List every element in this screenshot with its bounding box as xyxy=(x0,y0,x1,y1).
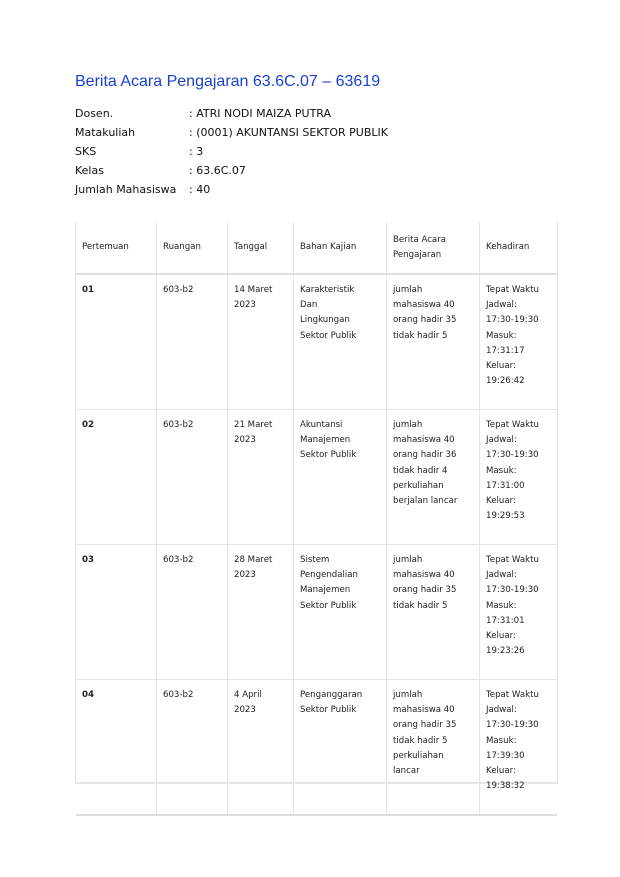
cell-line: Dan xyxy=(300,300,318,311)
cell-line: Akuntansi xyxy=(300,420,343,430)
cell-tanggal xyxy=(228,410,294,545)
cell-line: Keluar: xyxy=(486,631,516,642)
info-label: Dosen. xyxy=(75,107,114,120)
cell-line: berjalan lancar xyxy=(393,496,458,507)
cell-line: 2023 xyxy=(234,300,256,311)
info-label: Jumlah Mahasiswa xyxy=(75,183,177,196)
cell-line: orang hadir 35 xyxy=(393,585,457,596)
cell-line: perkuliahan xyxy=(393,480,444,491)
table-row xyxy=(76,274,557,410)
cell-ruangan: 603-b2 xyxy=(157,545,228,680)
cell-line: Penganggaran xyxy=(300,690,363,700)
cell-line: Sektor Publik xyxy=(300,600,357,611)
cell-ruangan: 603-b2 xyxy=(157,410,228,545)
info-row-jumlah-mahasiswa xyxy=(75,180,388,199)
cell-line: 14 Maret xyxy=(234,285,273,295)
cell-berita xyxy=(387,545,480,680)
cell-line: Manajemen xyxy=(300,435,351,446)
cell-line: 17:31:01 xyxy=(486,615,525,626)
attendance-table xyxy=(76,222,557,816)
header-pertemuan: Pertemuan xyxy=(76,222,157,274)
table-row xyxy=(76,410,557,545)
cell-line: 17:31:00 xyxy=(486,480,525,491)
cell-line: jumlah xyxy=(393,555,423,565)
header-berita-line1: Berita Acara xyxy=(393,234,446,245)
cell-line: Masuk: xyxy=(486,600,517,611)
cell-bahan xyxy=(294,545,387,680)
cell-kehadiran xyxy=(480,274,558,410)
cell-line: 2023 xyxy=(234,435,256,446)
cell-ruangan: 603-b2 xyxy=(157,274,228,410)
header-kehadiran: Kehadiran xyxy=(480,222,558,274)
info-row-sks xyxy=(75,142,388,161)
cell-line: 21 Maret xyxy=(234,420,273,430)
cell-line: Jadwal: xyxy=(486,570,517,581)
cell-kehadiran xyxy=(480,680,558,816)
table-row xyxy=(76,545,557,680)
cell-line: jumlah xyxy=(393,420,423,430)
cell-berita xyxy=(387,680,480,816)
cell-line: jumlah xyxy=(393,285,423,295)
cell-line: 19:38:32 xyxy=(486,781,525,792)
cell-line: Pengendalian xyxy=(300,570,359,581)
cell-line: Tepat Waktu xyxy=(486,555,539,565)
cell-line: Manajemen xyxy=(300,585,351,596)
cell-pertemuan: 04 xyxy=(76,680,157,816)
cell-line: 28 Maret xyxy=(234,555,273,565)
cell-line: mahasiswa 40 xyxy=(393,300,455,311)
page-title: Berita Acara Pengajaran 63.6C.07 – 63619 xyxy=(75,73,381,90)
cell-bahan xyxy=(294,680,387,816)
cell-pertemuan: 02 xyxy=(76,410,157,545)
cell-line: Tepat Waktu xyxy=(486,285,539,295)
cell-line: Keluar: xyxy=(486,766,516,777)
cell-line: Jadwal: xyxy=(486,705,517,716)
info-label: Kelas xyxy=(75,164,104,177)
cell-line: Sektor Publik xyxy=(300,705,357,716)
cell-line: Sektor Publik xyxy=(300,450,357,461)
cell-line: lancar xyxy=(393,766,420,777)
cell-line: 19:26:42 xyxy=(486,376,525,387)
info-label: SKS xyxy=(75,145,97,158)
info-value: : (0001) AKUNTANSI SEKTOR PUBLIK xyxy=(189,126,388,139)
info-row-dosen xyxy=(75,104,388,123)
cell-ruangan: 603-b2 xyxy=(157,680,228,816)
info-value: : ATRI NODI MAIZA PUTRA xyxy=(189,107,332,120)
cell-line: Keluar: xyxy=(486,361,516,372)
cell-line: orang hadir 35 xyxy=(393,315,457,326)
cell-line: 17:30-19:30 xyxy=(486,315,539,326)
cell-line: Jadwal: xyxy=(486,435,517,446)
cell-line: mahasiswa 40 xyxy=(393,570,455,581)
cell-line: Sektor Publik xyxy=(300,330,357,341)
cell-line: mahasiswa 40 xyxy=(393,435,455,446)
cell-berita xyxy=(387,274,480,410)
attendance-table-container xyxy=(75,222,558,792)
cell-line: 4 April xyxy=(234,690,262,700)
cell-pertemuan: 01 xyxy=(76,274,157,410)
cell-line: 17:39:30 xyxy=(486,750,525,761)
cell-line: Masuk: xyxy=(486,465,517,476)
cell-pertemuan: 03 xyxy=(76,545,157,680)
header-tanggal: Tanggal xyxy=(228,222,294,274)
cell-line: Sistem xyxy=(300,555,330,565)
cell-line: 17:30-19:30 xyxy=(486,585,539,596)
cell-tanggal xyxy=(228,680,294,816)
cell-line: Masuk: xyxy=(486,330,517,341)
cell-line: Keluar: xyxy=(486,496,516,507)
cell-berita xyxy=(387,410,480,545)
table-row xyxy=(76,680,557,816)
cell-line: Lingkungan xyxy=(300,315,350,326)
cell-line: Masuk: xyxy=(486,735,517,746)
cell-line: 19:23:26 xyxy=(486,646,525,657)
cell-bahan xyxy=(294,410,387,545)
cell-line: 19:29:53 xyxy=(486,511,525,522)
info-row-kelas xyxy=(75,161,388,180)
cell-kehadiran xyxy=(480,410,558,545)
cell-tanggal xyxy=(228,545,294,680)
cell-line: orang hadir 35 xyxy=(393,720,457,731)
cell-line: 2023 xyxy=(234,570,256,581)
cell-line: tidak hadir 5 xyxy=(393,735,448,746)
cell-line: mahasiswa 40 xyxy=(393,705,455,716)
cell-line: jumlah xyxy=(393,690,423,700)
table-header-row xyxy=(76,222,557,274)
cell-line: Tepat Waktu xyxy=(486,690,539,700)
cell-line: orang hadir 36 xyxy=(393,450,457,461)
info-value: : 40 xyxy=(189,183,211,196)
header-ruangan: Ruangan xyxy=(157,222,228,274)
cell-line: 17:30-19:30 xyxy=(486,450,539,461)
header-berita-acara xyxy=(387,222,480,274)
cell-line: tidak hadir 5 xyxy=(393,330,448,341)
info-row-matakuliah xyxy=(75,123,388,142)
cell-line: Karakteristik xyxy=(300,285,355,295)
cell-bahan xyxy=(294,274,387,410)
header-berita-line2: Pengajaran xyxy=(393,249,442,260)
cell-line: tidak hadir 5 xyxy=(393,600,448,611)
cell-line: tidak hadir 4 xyxy=(393,465,448,476)
header-bahan-kajian: Bahan Kajian xyxy=(294,222,387,274)
cell-tanggal xyxy=(228,274,294,410)
cell-line: perkuliahan xyxy=(393,750,444,761)
info-label: Matakuliah xyxy=(75,126,136,139)
cell-line: 2023 xyxy=(234,705,256,716)
cell-line: Jadwal: xyxy=(486,300,517,311)
cell-kehadiran xyxy=(480,545,558,680)
cell-line: 17:31:17 xyxy=(486,345,525,356)
cell-line: 17:30-19:30 xyxy=(486,720,539,731)
cell-line: Tepat Waktu xyxy=(486,420,539,430)
info-value: : 3 xyxy=(189,145,204,158)
info-value: : 63.6C.07 xyxy=(189,164,246,177)
course-info xyxy=(75,104,388,199)
